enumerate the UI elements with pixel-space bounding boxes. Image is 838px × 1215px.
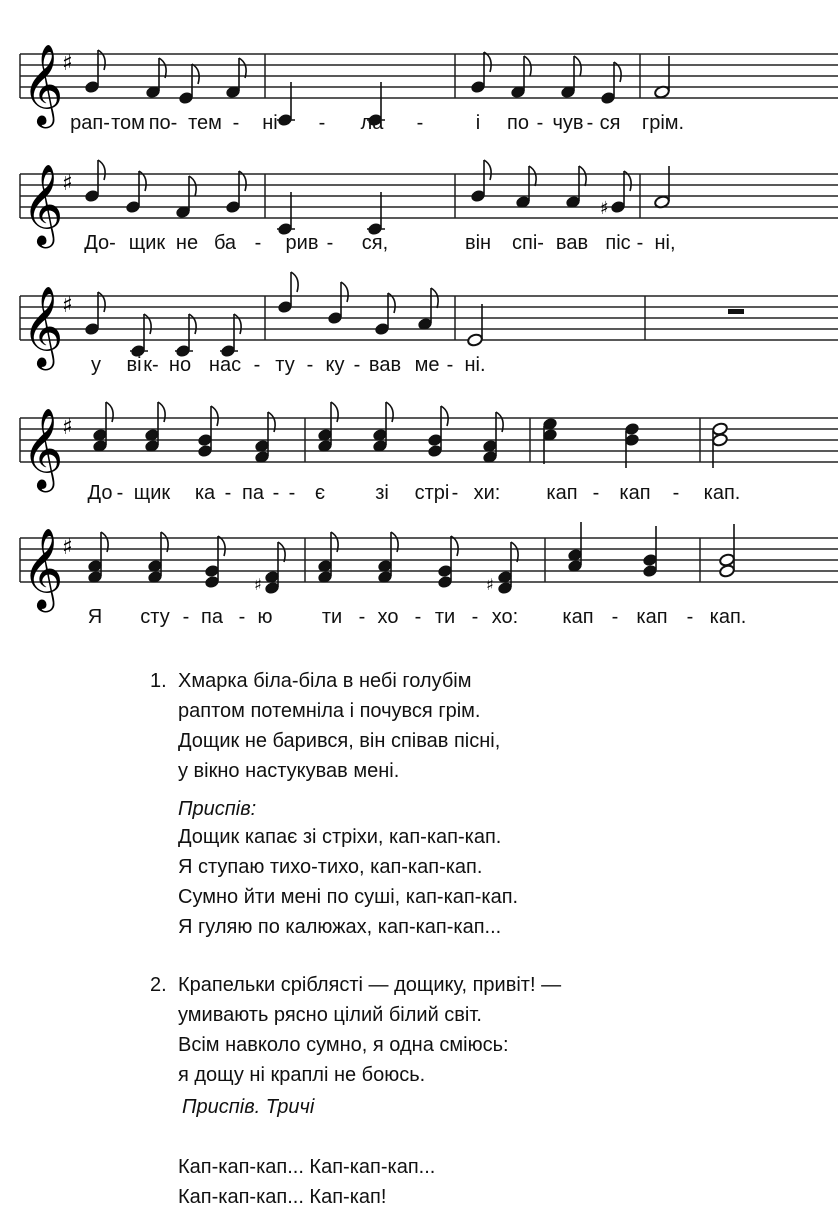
lyric-syllable: піс: [605, 232, 631, 254]
lyric-syllable: ся: [599, 112, 621, 134]
lyric-syllable: До-: [84, 232, 116, 254]
lyric-syllable: рив: [285, 232, 319, 254]
chorus-line: Дощик капає зі стріхи, кап-кап-кап.: [178, 826, 502, 848]
verse-line: Дощик не барився, він співав пісні,: [178, 730, 501, 752]
treble-clef-icon: 𝄞: [22, 407, 64, 489]
lyric-syllable: ні,: [654, 232, 676, 254]
lyric-syllable: ві: [126, 354, 142, 376]
lyric-syllable: па: [242, 482, 264, 504]
coda-line: Кап-кап-кап... Кап-кап-кап...: [178, 1156, 436, 1178]
lyric-syllable: він: [464, 232, 492, 254]
lyric-syllable: -: [353, 354, 361, 376]
lyric-syllable: том: [111, 112, 145, 134]
lyric-syllable: -: [358, 606, 366, 628]
lyric-syllable: па: [201, 606, 223, 628]
lyric-syllable: хи:: [473, 482, 501, 504]
lyric-syllable: хо: [377, 606, 399, 628]
lyric-syllable: -: [471, 606, 479, 628]
lyric-syllable: і: [475, 112, 481, 134]
lyric-syllable: -: [288, 482, 296, 504]
lyric-syllable: кап: [636, 606, 668, 628]
lyric-syllable: До: [87, 482, 113, 504]
lyric-syllable: ту: [275, 354, 295, 376]
lyric-syllable: -: [238, 606, 246, 628]
sharp-icon: ♯: [62, 171, 73, 196]
lyric-syllable: у: [91, 354, 101, 376]
verse-line: я дощу ні краплі не боюсь.: [178, 1064, 426, 1086]
coda-line: Кап-кап-кап... Кап-кап!: [178, 1186, 387, 1208]
verse-line: умивають рясно цілий білий світ.: [178, 1004, 482, 1026]
lyric-syllable: -: [306, 354, 314, 376]
lyric-syllable: -: [536, 112, 544, 134]
lyric-syllable: по: [507, 112, 529, 134]
verse-line: Крапельки сріблясті — дощику, привіт! —: [178, 974, 562, 996]
chorus-line: Я ступаю тихо-тихо, кап-кап-кап.: [178, 856, 483, 878]
lyric-syllable: вав: [368, 354, 402, 376]
lyric-syllable: хо:: [491, 606, 519, 628]
chorus-label: Приспів:: [178, 798, 257, 820]
lyric-syllable: -: [326, 232, 334, 254]
lyric-syllable: зі: [375, 482, 389, 504]
verse-line: Всім навколо сумно, я одна сміюсь:: [178, 1034, 509, 1056]
verse-line: раптом потемніла і почувся грім.: [178, 700, 481, 722]
lyric-syllable: Я: [87, 606, 103, 628]
lyric-syllable: ні: [262, 112, 278, 134]
lyric-syllable: грім.: [641, 112, 685, 134]
treble-clef-icon: 𝄞: [22, 163, 64, 245]
lyric-syllable: ла: [360, 112, 384, 134]
lyric-syllable: ме: [414, 354, 440, 376]
lyric-syllable: -: [116, 482, 124, 504]
lyric-syllable: кап: [546, 482, 578, 504]
lyric-syllable: к-: [143, 354, 159, 376]
lyric-syllable: -: [611, 606, 619, 628]
lyric-syllable: ю: [257, 606, 273, 628]
treble-clef-icon: 𝄞: [22, 43, 64, 125]
lyric-syllable: стрі: [414, 482, 450, 504]
lyric-syllable: -: [586, 112, 594, 134]
sharp-icon: ♯: [254, 575, 262, 594]
lyric-syllable: кап.: [703, 482, 741, 504]
lyric-syllable: но: [168, 354, 192, 376]
verse-line: Хмарка біла-біла в небі голубім: [178, 670, 472, 692]
verse-number: 1.: [150, 670, 167, 692]
lyric-syllable: -: [592, 482, 600, 504]
lyric-syllable: є: [314, 482, 326, 504]
lyric-syllable: кап: [619, 482, 651, 504]
lyric-syllable: -: [446, 354, 454, 376]
lyric-syllable: -: [636, 232, 644, 254]
verse-number: 2.: [150, 974, 167, 996]
lyric-syllable: щик: [128, 232, 166, 254]
sharp-icon: ♯: [62, 293, 73, 318]
lyric-syllable: чув: [552, 112, 584, 134]
lyric-syllable: рап-: [70, 112, 110, 134]
lyric-syllable: -: [416, 112, 424, 134]
treble-clef-icon: 𝄞: [22, 285, 64, 367]
lyric-syllable: ні.: [464, 354, 486, 376]
lyric-syllable: вав: [555, 232, 589, 254]
lyric-syllable: кап: [562, 606, 594, 628]
lyric-syllable: -: [318, 112, 326, 134]
lyric-syllable: ся,: [361, 232, 389, 254]
sharp-icon: ♯: [486, 575, 494, 594]
lyric-syllable: -: [232, 112, 240, 134]
lyric-syllable: -: [272, 482, 280, 504]
lyric-syllable: -: [253, 354, 261, 376]
lyric-syllable: -: [182, 606, 190, 628]
lyric-syllable: -: [254, 232, 262, 254]
lyric-syllable: ка: [194, 482, 216, 504]
verse-line: у вікно настукував мені.: [178, 760, 400, 782]
lyric-syllable: -: [686, 606, 694, 628]
lyric-syllable: по-: [148, 112, 178, 134]
lyric-syllable: кап.: [709, 606, 747, 628]
lyric-syllable: спі-: [512, 232, 544, 254]
lyric-syllable: -: [224, 482, 232, 504]
lyric-syllable: щик: [133, 482, 171, 504]
sharp-icon: ♯: [62, 535, 73, 560]
lyric-syllable: ба: [213, 232, 237, 254]
lyric-syllable: -: [451, 482, 459, 504]
lyric-syllable: сту: [140, 606, 170, 628]
sharp-icon: ♯: [62, 51, 73, 76]
lyric-syllable: ку: [325, 354, 345, 376]
lyric-syllable: ти: [321, 606, 343, 628]
lyric-syllable: не: [175, 232, 199, 254]
chorus-repeat-note: Приспів. Тричі: [182, 1096, 315, 1118]
chorus-line: Сумно йти мені по суші, кап-кап-кап.: [178, 886, 519, 908]
lyric-syllable: нас: [208, 354, 242, 376]
treble-clef-icon: 𝄞: [22, 527, 64, 609]
chorus-line: Я гуляю по калюжах, кап-кап-кап...: [178, 916, 502, 938]
lyric-syllable: -: [414, 606, 422, 628]
lyric-syllable: ти: [434, 606, 456, 628]
sharp-icon: ♯: [62, 415, 73, 440]
lyric-syllable: -: [672, 482, 680, 504]
sharp-icon: ♯: [600, 198, 609, 219]
lyric-syllable: тем: [188, 112, 222, 134]
